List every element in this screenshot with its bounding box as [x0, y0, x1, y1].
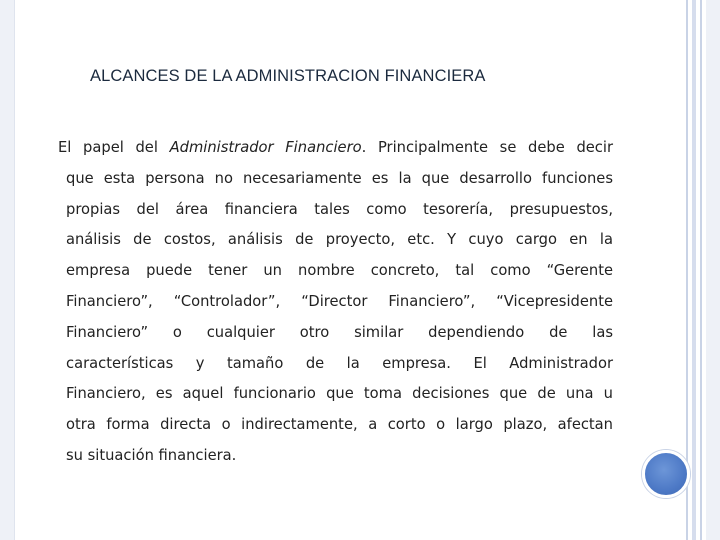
- line-text: que esta persona no necesariamente es la que desarrollo funciones: [66, 169, 613, 187]
- line-text: propias del área financiera tales como tesorería, presupuestos,: [66, 200, 613, 218]
- paragraph-line: [66, 321, 613, 352]
- left-border-decoration: [0, 0, 15, 540]
- paragraph-line: [66, 290, 613, 321]
- stripe: [700, 0, 702, 540]
- line-text: análisis de costos, análisis de proyecto, etc. Y cuyo cargo en la: [66, 231, 613, 249]
- paragraph-line: [66, 382, 613, 413]
- slide-body-paragraph: [58, 136, 613, 475]
- line-text: otra forma directa o indirectamente, a corto o largo plazo, afectan: [66, 416, 613, 434]
- circle-decoration-icon: [642, 450, 690, 498]
- paragraph-line: [66, 198, 613, 229]
- line-text: empresa puede tener un nombre concreto, tal como “Gerente: [66, 262, 613, 280]
- paragraph-line: [66, 444, 613, 475]
- stripe: [706, 0, 720, 540]
- paragraph-line: [66, 352, 613, 383]
- line-text: . Principalmente se debe decir: [361, 139, 613, 156]
- line-text: Financiero”, “Controlador”, “Director Financiero”, “Vicepresidente: [66, 292, 613, 310]
- stripe: [692, 0, 696, 540]
- paragraph-line: [66, 413, 613, 444]
- line-text: su situación financiera.: [66, 446, 237, 464]
- emphasis-text: Administrador Financiero: [169, 139, 362, 156]
- paragraph-line: [58, 136, 613, 167]
- stripe: [686, 0, 688, 540]
- line-text: El papel del: [58, 139, 170, 156]
- line-text: características y tamaño de la empresa. El Administrador: [66, 354, 613, 372]
- paragraph-line: [66, 259, 613, 290]
- paragraph-line: [66, 167, 613, 198]
- slide-title: ALCANCES DE LA ADMINISTRACION FINANCIERA: [90, 67, 486, 85]
- line-text: Financiero” o cualquier otro similar dependiendo de las: [66, 323, 613, 341]
- line-text: Financiero, es aquel funcionario que toma decisiones que de una u: [66, 385, 613, 403]
- paragraph-line: [66, 228, 613, 259]
- right-stripe-decoration: [686, 0, 720, 540]
